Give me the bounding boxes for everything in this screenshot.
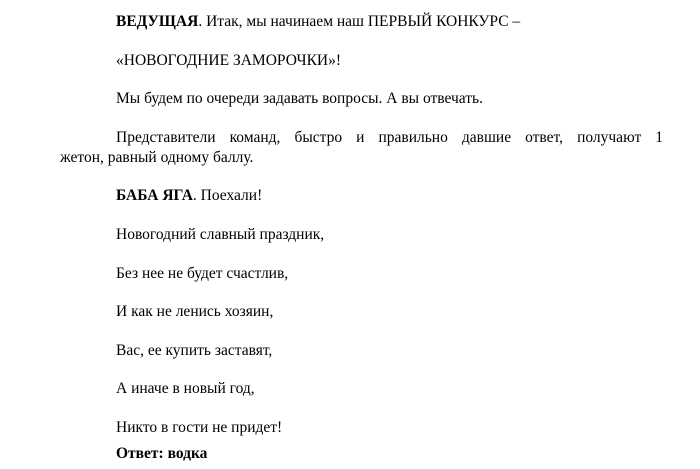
scoring-word: команд, (229, 129, 281, 146)
paragraph-rules: Мы будем по очереди задавать вопросы. А вы отвечать. (116, 90, 483, 107)
scoring-word: правильно (378, 129, 448, 146)
speaker-baba-yaga: БАБА ЯГА (116, 187, 193, 204)
scoring-word: получают (577, 129, 642, 146)
contest-title: «НОВОГОДНИЕ ЗАМОРОЧКИ»! (116, 52, 342, 69)
answer-line: Ответ: водка (116, 445, 208, 462)
paragraph-baba-yaga (116, 186, 262, 206)
scoring-word: быстро (294, 129, 343, 146)
scoring-word: ответ, (525, 129, 564, 146)
poem-line: Без нее не будет счастлив, (116, 265, 289, 282)
paragraph-scoring-line2: жетон, равный одному баллу. (60, 149, 254, 166)
paragraph-scoring-line1 (116, 128, 663, 148)
scoring-word: Представители (116, 129, 216, 146)
host-intro-text: . Итак, мы начинаем наш ПЕРВЫЙ КОНКУРС – (198, 13, 521, 30)
speaker-host: ВЕДУЩАЯ (116, 13, 199, 30)
poem-line: Новогодний славный праздник, (116, 226, 325, 243)
poem-line: И как не ленись хозяин, (116, 303, 274, 320)
scoring-word: давшие (461, 129, 512, 146)
scoring-word: 1 (655, 129, 663, 146)
poem-line: Вас, ее купить заставят, (116, 342, 273, 359)
scoring-word: и (356, 129, 365, 146)
paragraph-host-intro (116, 12, 520, 32)
baba-yaga-text: . Поехали! (192, 187, 263, 204)
poem-line: А иначе в новый год, (116, 380, 255, 397)
poem-line: Никто в гости не придет! (116, 419, 283, 436)
